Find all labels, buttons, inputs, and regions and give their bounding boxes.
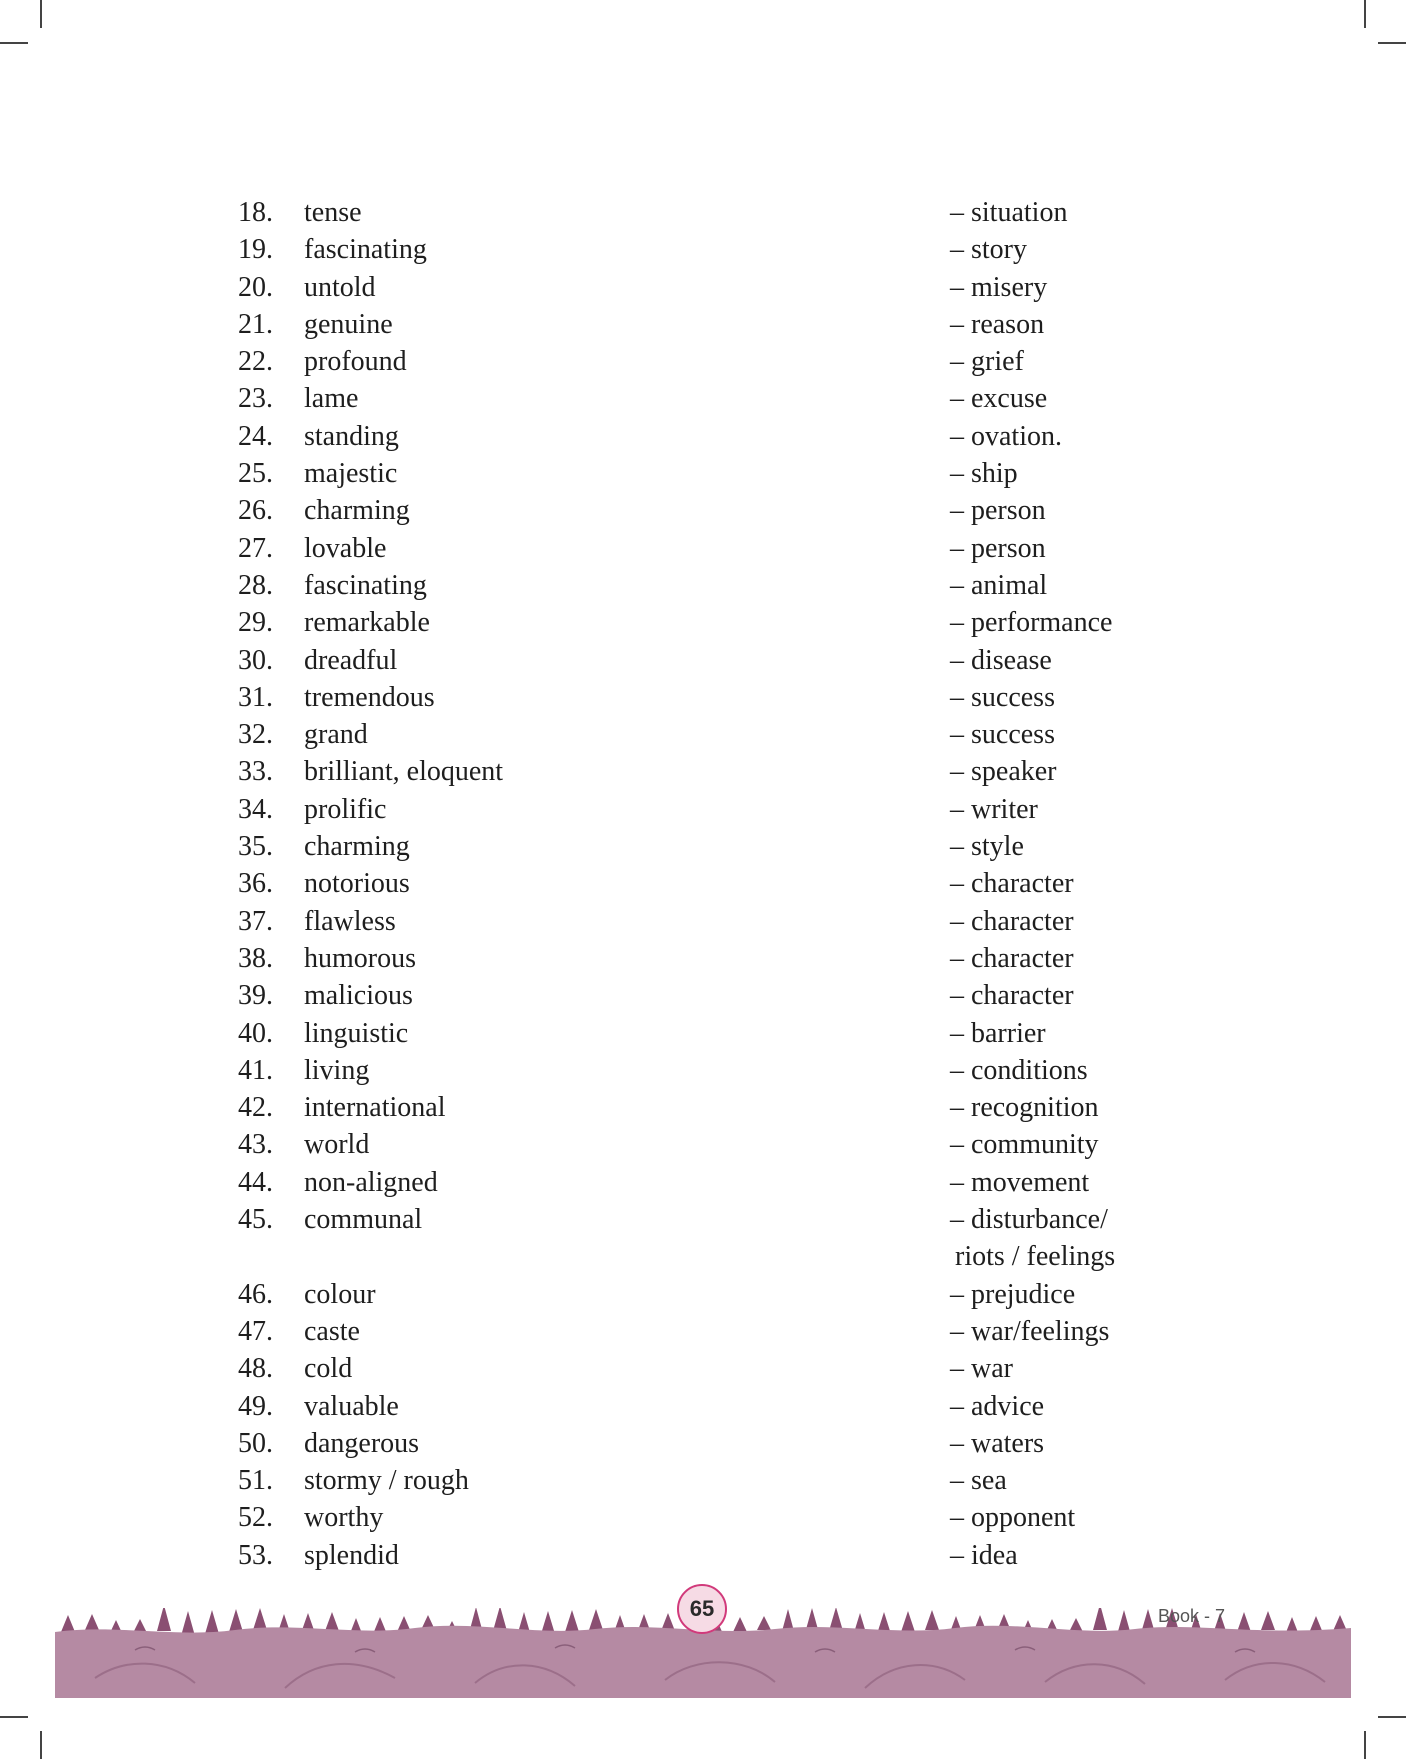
list-item — [0, 1425, 1406, 1462]
hills-band — [55, 1626, 1351, 1698]
adjective-word: untold — [304, 271, 376, 303]
list-item — [0, 567, 1406, 604]
list-item — [0, 791, 1406, 828]
tree-icon — [157, 1608, 171, 1631]
item-number: 30. — [238, 644, 273, 676]
list-item — [0, 1537, 1406, 1574]
list-item — [0, 1089, 1406, 1126]
crop-mark — [1378, 42, 1406, 44]
item-number: 44. — [238, 1166, 273, 1198]
tree-icon — [925, 1610, 939, 1630]
adjective-word: international — [304, 1092, 446, 1124]
collocated-noun: – story — [950, 234, 1027, 266]
item-number: 51. — [238, 1465, 273, 1497]
collocated-noun: – ovation. — [950, 420, 1062, 452]
adjective-word: non-aligned — [304, 1166, 438, 1198]
list-item — [0, 679, 1406, 716]
list-item — [0, 492, 1406, 529]
collocated-noun: – style — [950, 831, 1024, 863]
crop-mark — [1378, 1716, 1406, 1718]
tree-icon — [733, 1617, 747, 1632]
adjective-word: cold — [304, 1353, 353, 1385]
list-item — [0, 828, 1406, 865]
adjective-word: caste — [304, 1315, 360, 1347]
item-number: 47. — [238, 1315, 273, 1347]
list-item — [0, 903, 1406, 940]
tree-icon — [757, 1616, 771, 1630]
list-item — [0, 977, 1406, 1014]
tree-icon — [1261, 1611, 1275, 1630]
list-item — [0, 604, 1406, 641]
adjective-word: fascinating — [304, 234, 427, 266]
adjective-word: fascinating — [304, 569, 427, 601]
item-number: 39. — [238, 980, 273, 1012]
collocated-noun: – opponent — [950, 1502, 1076, 1534]
collocated-noun: – conditions — [950, 1054, 1088, 1086]
list-item — [0, 343, 1406, 380]
tree-icon — [253, 1608, 267, 1630]
item-number: 26. — [238, 495, 273, 527]
adjective-word: humorous — [304, 942, 416, 974]
adjective-word: lovable — [304, 532, 387, 564]
adjective-word: world — [304, 1129, 370, 1161]
list-item — [0, 1126, 1406, 1163]
collocated-noun: – animal — [950, 569, 1048, 601]
collocated-noun: – waters — [950, 1427, 1045, 1459]
list-item — [0, 269, 1406, 306]
adjective-word: stormy / rough — [304, 1465, 469, 1497]
crop-mark — [1364, 0, 1366, 28]
item-number: 24. — [238, 420, 273, 452]
collocated-noun: – situation — [950, 197, 1068, 228]
list-item — [0, 642, 1406, 679]
item-number: 42. — [238, 1092, 273, 1124]
list-item — [0, 1201, 1406, 1238]
adjective-word: standing — [304, 420, 399, 452]
list-item — [0, 865, 1406, 902]
adjective-word: lame — [304, 383, 359, 415]
adjective-word: tremendous — [304, 681, 435, 713]
list-item — [0, 530, 1406, 567]
tree-icon — [589, 1609, 603, 1630]
adjective-word: valuable — [304, 1390, 399, 1422]
collocated-noun: – character — [950, 980, 1074, 1012]
collocated-noun: – character — [950, 942, 1074, 974]
adjective-word: grand — [304, 719, 368, 751]
item-number: 25. — [238, 458, 273, 490]
crop-mark — [0, 1716, 28, 1718]
list-item — [0, 418, 1406, 455]
tree-icon — [325, 1612, 339, 1631]
list-item — [0, 1164, 1406, 1201]
adjective-word: tense — [304, 197, 362, 228]
list-item — [0, 1388, 1406, 1425]
list-item — [0, 1276, 1406, 1313]
item-number: 32. — [238, 719, 273, 751]
item-number: 33. — [238, 756, 273, 788]
list-item — [0, 1313, 1406, 1350]
collocated-noun: – misery — [950, 271, 1048, 303]
crop-mark — [1364, 1731, 1366, 1759]
crop-mark — [40, 0, 42, 28]
collocation-list — [0, 194, 1406, 1574]
collocated-noun: – idea — [950, 1539, 1018, 1571]
adjective-word: notorious — [304, 868, 410, 900]
tree-icon — [61, 1615, 75, 1632]
list-item — [0, 455, 1406, 492]
item-number: 43. — [238, 1129, 273, 1161]
tree-icon — [229, 1609, 243, 1632]
collocated-noun: – sea — [950, 1465, 1007, 1497]
item-number: 21. — [238, 308, 273, 340]
collocated-noun: – war — [950, 1353, 1013, 1385]
item-number: 23. — [238, 383, 273, 415]
tree-icon — [181, 1611, 195, 1636]
collocated-noun: – community — [950, 1129, 1099, 1161]
item-number: 41. — [238, 1054, 273, 1086]
collocated-noun: – excuse — [950, 383, 1048, 415]
adjective-word: genuine — [304, 308, 393, 340]
adjective-word: communal — [304, 1204, 423, 1236]
tree-icon — [205, 1610, 219, 1634]
item-number: 20. — [238, 271, 273, 303]
collocated-noun: – person — [950, 532, 1046, 564]
adjective-word: charming — [304, 831, 410, 863]
noun-continuation: riots / feelings — [955, 1241, 1116, 1273]
collocated-noun: – speaker — [950, 756, 1057, 788]
crop-mark — [0, 42, 28, 44]
tree-icon — [1237, 1612, 1251, 1632]
page-number: 65 — [689, 1596, 715, 1621]
collocated-noun: – war/feelings — [950, 1315, 1110, 1347]
adjective-word: remarkable — [304, 607, 430, 639]
collocated-noun: – advice — [950, 1390, 1045, 1422]
page-number-badge — [677, 1584, 727, 1634]
list-item — [0, 1238, 1406, 1275]
collocated-noun: – grief — [950, 346, 1024, 378]
list-item — [0, 306, 1406, 343]
collocated-noun: – ship — [950, 458, 1018, 490]
collocated-noun: – success — [950, 719, 1055, 751]
list-item — [0, 1350, 1406, 1387]
list-item — [0, 1052, 1406, 1089]
item-number: 37. — [238, 905, 273, 937]
adjective-word: living — [304, 1054, 370, 1086]
list-item — [0, 1499, 1406, 1536]
collocated-noun: – success — [950, 681, 1055, 713]
item-number: 45. — [238, 1204, 273, 1236]
item-number: 52. — [238, 1502, 273, 1534]
item-number: 22. — [238, 346, 273, 378]
adjective-word: brilliant, eloquent — [304, 756, 504, 788]
adjective-word: linguistic — [304, 1017, 409, 1049]
item-number: 46. — [238, 1278, 273, 1310]
item-number: 35. — [238, 831, 273, 863]
item-number: 28. — [238, 569, 273, 601]
crop-mark — [40, 1731, 42, 1759]
collocated-noun: – recognition — [950, 1092, 1099, 1124]
adjective-word: colour — [304, 1278, 376, 1310]
item-number: 34. — [238, 793, 273, 825]
item-number: 48. — [238, 1353, 273, 1385]
adjective-word: majestic — [304, 458, 398, 490]
item-number: 53. — [238, 1539, 273, 1571]
collocated-noun: – disturbance/ — [950, 1204, 1108, 1236]
list-item — [0, 753, 1406, 790]
tree-icon — [565, 1610, 579, 1632]
collocated-noun: – movement — [950, 1166, 1090, 1198]
item-number: 29. — [238, 607, 273, 639]
list-item — [0, 231, 1406, 268]
adjective-word: worthy — [304, 1502, 384, 1534]
tree-icon — [1093, 1608, 1107, 1630]
item-number: 31. — [238, 681, 273, 713]
tree-icon — [85, 1614, 99, 1630]
adjective-word: flawless — [304, 905, 396, 937]
collocated-noun: – disease — [950, 644, 1052, 676]
item-number: 50. — [238, 1427, 273, 1459]
collocated-noun: – person — [950, 495, 1046, 527]
list-item — [0, 380, 1406, 417]
item-number: 36. — [238, 868, 273, 900]
adjective-word: dangerous — [304, 1427, 420, 1459]
item-number: 40. — [238, 1017, 273, 1049]
adjective-word: malicious — [304, 980, 413, 1012]
collocated-noun: – writer — [950, 793, 1038, 825]
adjective-word: splendid — [304, 1539, 399, 1571]
collocated-noun: – performance — [950, 607, 1113, 639]
list-item — [0, 194, 1406, 231]
adjective-word: charming — [304, 495, 410, 527]
book-label: Book - 7 — [1158, 1606, 1226, 1626]
list-item — [0, 940, 1406, 977]
adjective-word: profound — [304, 346, 407, 378]
list-item — [0, 1462, 1406, 1499]
tree-icon — [901, 1611, 915, 1632]
adjective-word: prolific — [304, 793, 387, 825]
collocated-noun: – character — [950, 905, 1074, 937]
collocated-noun: – barrier — [950, 1017, 1046, 1049]
item-number: 49. — [238, 1390, 273, 1422]
collocated-noun: – reason — [950, 308, 1045, 340]
item-number: 38. — [238, 942, 273, 974]
collocated-noun: – character — [950, 868, 1074, 900]
list-item — [0, 716, 1406, 753]
item-number: 27. — [238, 532, 273, 564]
collocated-noun: – prejudice — [950, 1278, 1076, 1310]
item-number: 18. — [238, 197, 273, 228]
item-number: 19. — [238, 234, 273, 266]
adjective-word: dreadful — [304, 644, 398, 676]
list-item — [0, 1015, 1406, 1052]
